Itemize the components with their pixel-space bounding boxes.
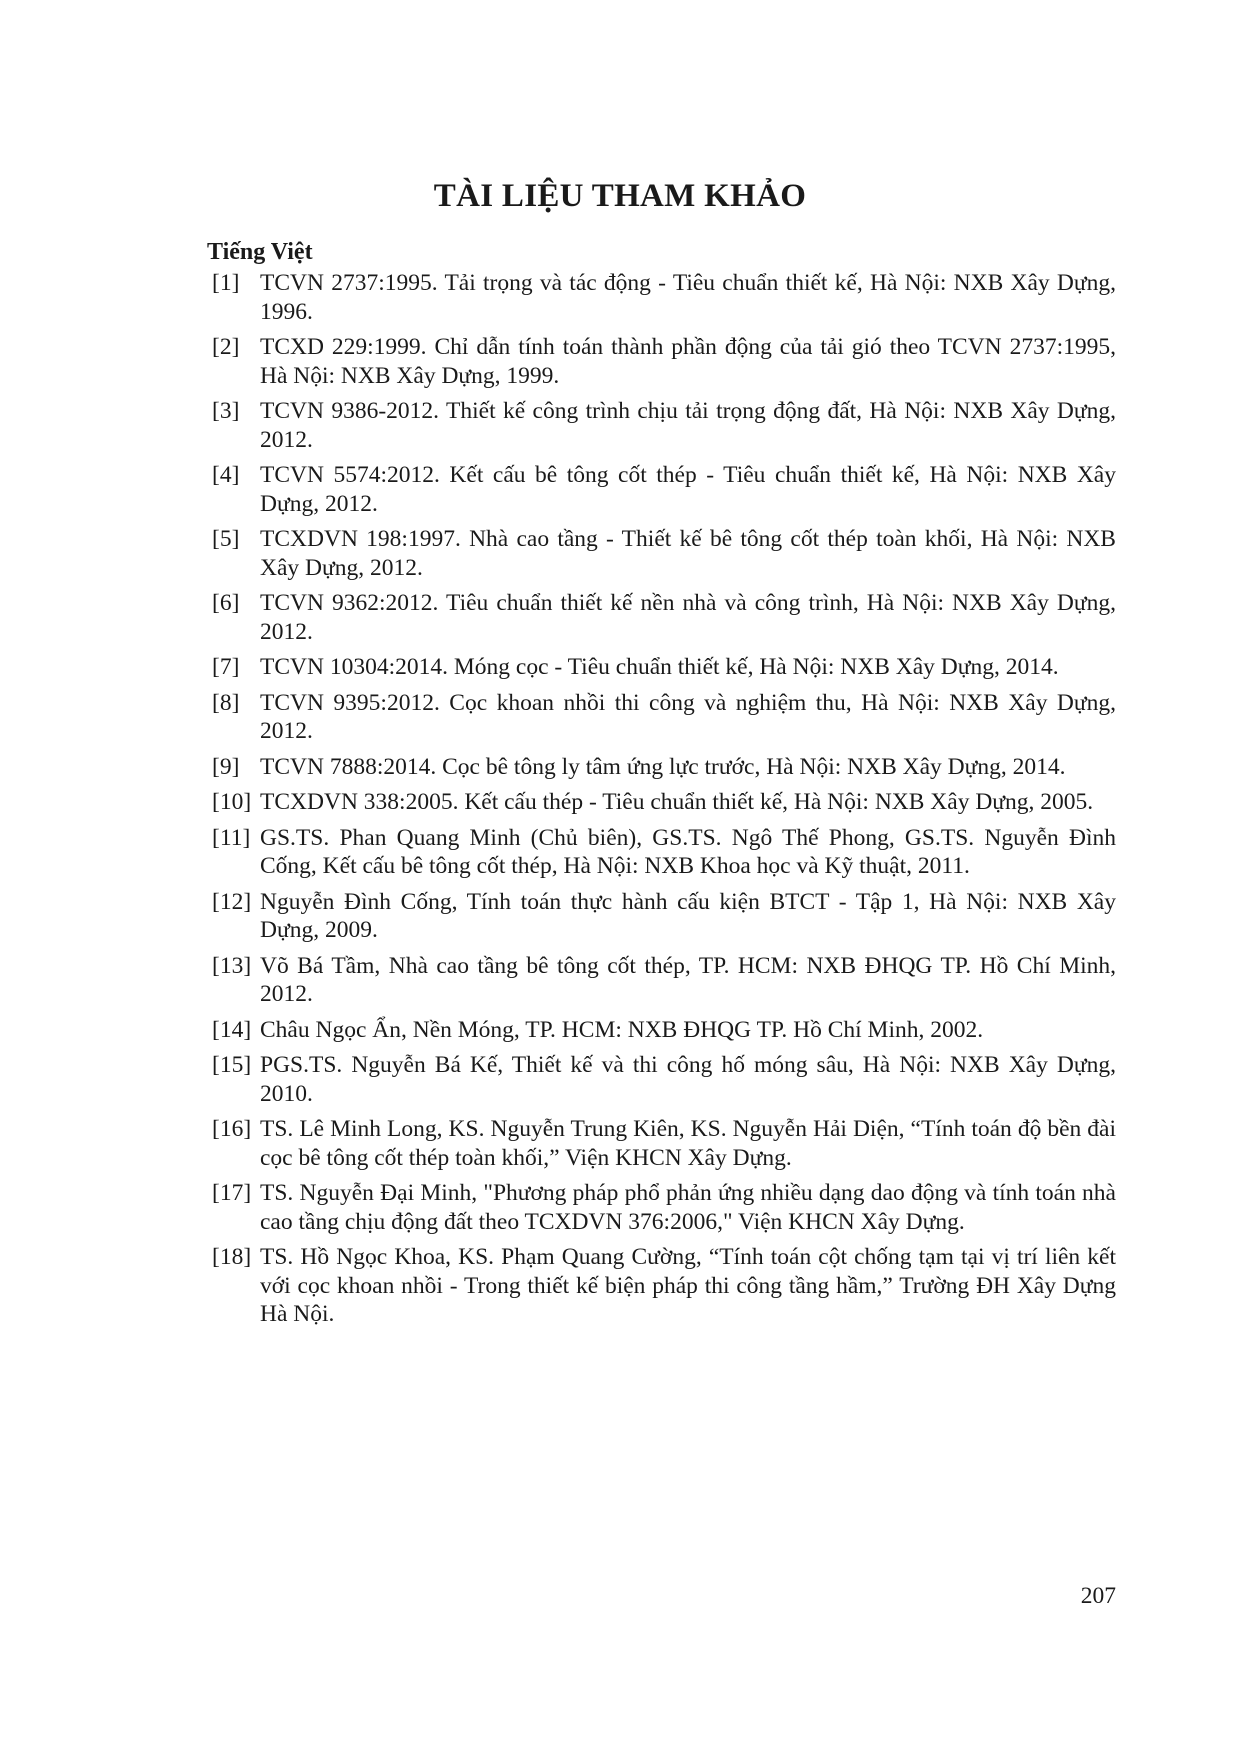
reference-item (212, 1115, 1116, 1172)
reference-item (212, 689, 1116, 746)
reference-text: TS. Lê Minh Long, KS. Nguyễn Trung Kiên, KS. Nguyễn Hải Diện, “Tính toán độ bền đài cọc bê tông cốt thép toàn khối,” Viện KHCN Xây Dựng. (260, 1116, 1116, 1171)
reference-number: [16] (212, 1116, 252, 1142)
reference-item (212, 952, 1116, 1009)
reference-item (212, 333, 1116, 390)
reference-item (212, 788, 1116, 817)
reference-text: TCXD 229:1999. Chỉ dẫn tính toán thành phần động của tải gió theo TCVN 2737:1995, Hà Nội: NXB Xây Dựng, 1999. (260, 334, 1116, 389)
reference-number: [7] (212, 654, 240, 680)
reference-number: [11] (212, 824, 251, 851)
reference-item (212, 653, 1116, 682)
reference-item (212, 1051, 1116, 1108)
reference-number: [4] (212, 462, 240, 488)
reference-text: PGS.TS. Nguyễn Bá Kế, Thiết kế và thi công hố móng sâu, Hà Nội: NXB Xây Dựng, 2010. (260, 1052, 1116, 1107)
reference-text: TCVN 9386-2012. Thiết kế công trình chịu tải trọng động đất, Hà Nội: NXB Xây Dựng, 2012. (260, 398, 1116, 453)
reference-text: TCVN 9362:2012. Tiêu chuẩn thiết kế nền nhà và công trình, Hà Nội: NXB Xây Dựng, 2012. (260, 590, 1116, 645)
reference-text: TS. Nguyễn Đại Minh, "Phương pháp phổ phản ứng nhiều dạng dao động và tính toán nhà cao tầng chịu động đất theo TCXDVN 376:2006," Viện KHCN Xây Dựng. (260, 1180, 1116, 1235)
reference-number: [3] (212, 398, 240, 424)
page-number: 207 (1080, 1583, 1116, 1609)
reference-text: TS. Hồ Ngọc Khoa, KS. Phạm Quang Cường, “Tính toán cột chống tạm tại vị trí liên kết với cọc khoan nhồi - Trong thiết kế biện pháp thi công tầng hầm,” Trường ĐH Xây Dựng Hà Nội. (260, 1244, 1116, 1327)
reference-list (212, 269, 1116, 1336)
reference-number: [17] (212, 1180, 252, 1206)
reference-number: [10] (212, 789, 252, 815)
reference-item (212, 461, 1116, 518)
reference-text: TCVN 10304:2014. Móng cọc - Tiêu chuẩn thiết kế, Hà Nội: NXB Xây Dựng, 2014. (260, 654, 1059, 680)
reference-number: [12] (212, 888, 252, 915)
reference-number: [6] (212, 590, 240, 616)
reference-text: TCVN 5574:2012. Kết cấu bê tông cốt thép - Tiêu chuẩn thiết kế, Hà Nội: NXB Xây Dựng, 2012. (260, 462, 1116, 517)
reference-number: [9] (212, 753, 240, 780)
reference-item (212, 753, 1116, 782)
reference-text: Châu Ngọc Ẩn, Nền Móng, TP. HCM: NXB ĐHQG TP. Hồ Chí Minh, 2002. (260, 1016, 984, 1043)
reference-text: TCVN 2737:1995. Tải trọng và tác động - Tiêu chuẩn thiết kế, Hà Nội: NXB Xây Dựng, 1996. (260, 270, 1116, 325)
reference-item (212, 525, 1116, 582)
reference-text: Nguyễn Đình Cống, Tính toán thực hành cấu kiện BTCT - Tập 1, Hà Nội: NXB Xây Dựng, 2009. (260, 888, 1116, 943)
reference-number: [5] (212, 526, 240, 552)
reference-item (212, 269, 1116, 326)
reference-number: [13] (212, 952, 252, 979)
reference-text: TCXDVN 198:1997. Nhà cao tầng - Thiết kế bê tông cốt thép toàn khối, Hà Nội: NXB Xây Dựng, 2012. (260, 526, 1116, 581)
reference-number: [2] (212, 334, 240, 360)
reference-number: [15] (212, 1052, 252, 1078)
reference-text: TCVN 9395:2012. Cọc khoan nhồi thi công và nghiệm thu, Hà Nội: NXB Xây Dựng, 2012. (260, 689, 1116, 744)
reference-item (212, 1016, 1116, 1045)
reference-number: [1] (212, 270, 240, 296)
reference-number: [18] (212, 1244, 252, 1270)
reference-text: TCVN 7888:2014. Cọc bê tông ly tâm ứng lực trước, Hà Nội: NXB Xây Dựng, 2014. (260, 753, 1066, 780)
reference-text: GS.TS. Phan Quang Minh (Chủ biên), GS.TS. Ngô Thế Phong, GS.TS. Nguyễn Đình Cống, Kết cấu bê tông cốt thép, Hà Nội: NXB Khoa học và Kỹ thuật, 2011. (260, 824, 1116, 879)
reference-text: TCXDVN 338:2005. Kết cấu thép - Tiêu chuẩn thiết kế, Hà Nội: NXB Xây Dựng, 2005. (260, 789, 1094, 815)
reference-number: [14] (212, 1016, 252, 1043)
section-heading: Tiếng Việt (207, 239, 313, 265)
reference-item (212, 397, 1116, 454)
reference-item (212, 589, 1116, 646)
reference-item (212, 824, 1116, 881)
reference-text: Võ Bá Tầm, Nhà cao tầng bê tông cốt thép, TP. HCM: NXB ĐHQG TP. Hồ Chí Minh, 2012. (260, 952, 1116, 1007)
reference-item (212, 1243, 1116, 1329)
reference-number: [8] (212, 689, 240, 716)
reference-item (212, 888, 1116, 945)
reference-item (212, 1179, 1116, 1236)
page-title: TÀI LIỆU THAM KHẢO (433, 178, 807, 214)
